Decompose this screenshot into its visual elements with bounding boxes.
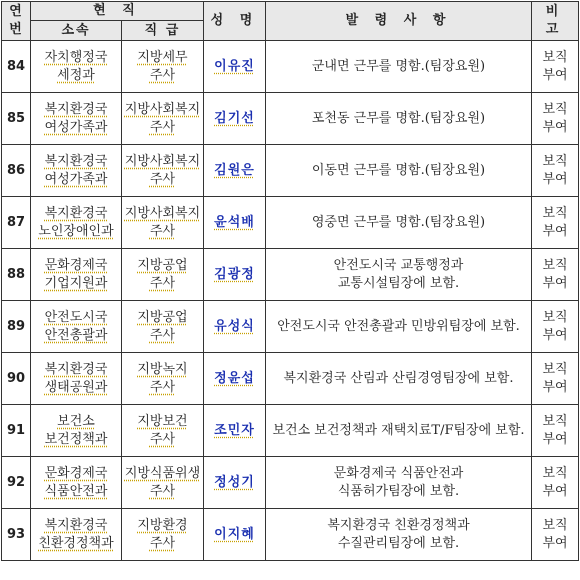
order-line-1: 문화경제국 식품안전과 bbox=[333, 465, 464, 481]
remarks-cell bbox=[532, 249, 579, 301]
affiliation-division: 노인장애인과 bbox=[38, 223, 114, 239]
grade-cell bbox=[122, 509, 204, 561]
order-line-1: 안전도시국 안전총괄과 민방위팀장에 보함. bbox=[277, 318, 520, 334]
remarks-line-2: 부여 bbox=[542, 535, 568, 551]
remarks-line-2: 부여 bbox=[542, 379, 568, 395]
grade-rank: 주사 bbox=[149, 119, 176, 135]
row-number: 87 bbox=[2, 197, 31, 249]
row-number: 92 bbox=[2, 457, 31, 509]
order-cell bbox=[266, 353, 532, 405]
grade-series: 지방공업 bbox=[137, 309, 188, 325]
affiliation-cell bbox=[31, 353, 122, 405]
affiliation-division: 친환경정책과 bbox=[38, 535, 114, 551]
order-line-2: 식품허가팀장에 보함. bbox=[337, 483, 460, 499]
affiliation-division: 생태공원과 bbox=[44, 379, 108, 395]
affiliation-bureau: 복지환경국 bbox=[44, 361, 108, 377]
grade-series: 지방사회복지 bbox=[124, 101, 201, 117]
affiliation-cell bbox=[31, 509, 122, 561]
order-line-1: 안전도시국 교통행정과 bbox=[333, 257, 464, 273]
remarks-line-2: 부여 bbox=[542, 67, 568, 83]
remarks-line-2: 부여 bbox=[542, 431, 568, 447]
affiliation-division: 여성가족과 bbox=[44, 119, 108, 135]
row-number: 85 bbox=[2, 93, 31, 145]
affiliation-cell bbox=[31, 197, 122, 249]
grade-series: 지방사회복지 bbox=[124, 205, 201, 221]
affiliation-division: 보건정책과 bbox=[44, 431, 108, 447]
grade-cell bbox=[122, 249, 204, 301]
table-row bbox=[2, 93, 579, 145]
row-number: 84 bbox=[2, 41, 31, 93]
employee-name: 김광정 bbox=[204, 249, 266, 301]
grade-series: 지방환경 bbox=[137, 517, 188, 533]
affiliation-bureau: 자치행정국 bbox=[44, 49, 108, 65]
grade-cell bbox=[122, 41, 204, 93]
order-line-2: 교통시설팀장에 보함. bbox=[337, 275, 460, 291]
remarks-cell bbox=[532, 145, 579, 197]
remarks-line-2: 부여 bbox=[542, 171, 568, 187]
employee-name: 조민자 bbox=[204, 405, 266, 457]
grade-rank: 주사 bbox=[149, 171, 176, 187]
affiliation-bureau: 문화경제국 bbox=[44, 465, 108, 481]
employee-name: 유성식 bbox=[204, 301, 266, 353]
grade-cell bbox=[122, 145, 204, 197]
remarks-cell bbox=[532, 93, 579, 145]
affiliation-division: 세정과 bbox=[57, 67, 95, 83]
grade-cell bbox=[122, 93, 204, 145]
employee-name: 이지혜 bbox=[204, 509, 266, 561]
affiliation-cell bbox=[31, 405, 122, 457]
affiliation-bureau: 안전도시국 bbox=[44, 309, 108, 325]
grade-rank: 주사 bbox=[149, 327, 176, 343]
remarks-cell bbox=[532, 457, 579, 509]
remarks-line-2: 부여 bbox=[542, 483, 568, 499]
affiliation-cell bbox=[31, 93, 122, 145]
remarks-line-1: 보직 bbox=[542, 257, 568, 273]
row-number: 93 bbox=[2, 509, 31, 561]
remarks-cell bbox=[532, 41, 579, 93]
grade-cell bbox=[122, 301, 204, 353]
affiliation-division: 기업지원과 bbox=[44, 275, 108, 291]
employee-name: 이유진 bbox=[204, 41, 266, 93]
header-grade: 직 급 bbox=[122, 21, 204, 41]
grade-rank: 주사 bbox=[149, 275, 176, 291]
remarks-cell bbox=[532, 405, 579, 457]
table-row bbox=[2, 457, 579, 509]
grade-rank: 주사 bbox=[149, 67, 176, 83]
affiliation-bureau: 복지환경국 bbox=[44, 517, 108, 533]
order-line-1: 복지환경국 산림과 산림경영팀장에 보함. bbox=[283, 370, 514, 386]
affiliation-bureau: 복지환경국 bbox=[44, 205, 108, 221]
remarks-line-1: 보직 bbox=[542, 465, 568, 481]
table-row bbox=[2, 197, 579, 249]
row-number: 91 bbox=[2, 405, 31, 457]
order-cell bbox=[266, 405, 532, 457]
remarks-line-1: 보직 bbox=[542, 101, 568, 117]
order-cell bbox=[266, 457, 532, 509]
grade-series: 지방사회복지 bbox=[124, 153, 201, 169]
grade-series: 지방세무 bbox=[137, 49, 188, 65]
affiliation-bureau: 복지환경국 bbox=[44, 153, 108, 169]
grade-series: 지방식품위생 bbox=[124, 465, 201, 481]
remarks-line-1: 보직 bbox=[542, 49, 568, 65]
order-cell bbox=[266, 93, 532, 145]
header-number-top: 연 bbox=[9, 4, 23, 19]
remarks-line-2: 부여 bbox=[542, 275, 568, 291]
affiliation-division: 안전총괄과 bbox=[44, 327, 108, 343]
employee-name: 김원은 bbox=[204, 145, 266, 197]
remarks-line-1: 보직 bbox=[542, 361, 568, 377]
affiliation-bureau: 문화경제국 bbox=[44, 257, 108, 273]
grade-series: 지방녹지 bbox=[137, 361, 188, 377]
header-order: 발 령 사 항 bbox=[266, 2, 532, 41]
affiliation-division: 여성가족과 bbox=[44, 171, 108, 187]
table-row bbox=[2, 41, 579, 93]
table-row bbox=[2, 353, 579, 405]
header-current-position: 현 직 bbox=[31, 2, 204, 21]
remarks-line-2: 부여 bbox=[542, 327, 568, 343]
order-cell bbox=[266, 145, 532, 197]
employee-name: 정성기 bbox=[204, 457, 266, 509]
row-number: 90 bbox=[2, 353, 31, 405]
header-name: 성 명 bbox=[204, 2, 266, 41]
affiliation-cell bbox=[31, 145, 122, 197]
table-row bbox=[2, 509, 579, 561]
affiliation-division: 식품안전과 bbox=[44, 483, 108, 499]
grade-rank: 주사 bbox=[149, 431, 176, 447]
header-number-bottom: 번 bbox=[9, 22, 23, 37]
remarks-line-1: 보직 bbox=[542, 205, 568, 221]
employee-name: 윤석배 bbox=[204, 197, 266, 249]
row-number: 89 bbox=[2, 301, 31, 353]
table-row bbox=[2, 145, 579, 197]
header-affiliation: 소속 bbox=[31, 21, 122, 41]
table-row bbox=[2, 405, 579, 457]
affiliation-cell bbox=[31, 457, 122, 509]
remarks-line-1: 보직 bbox=[542, 153, 568, 169]
employee-name: 김기선 bbox=[204, 93, 266, 145]
grade-rank: 주사 bbox=[149, 535, 176, 551]
order-line-1: 복지환경국 친환경정책과 bbox=[327, 517, 470, 533]
header-remarks: 비 고 bbox=[532, 2, 579, 41]
order-line-1: 이동면 근무를 명함.(팀장요원) bbox=[311, 162, 486, 178]
grade-cell bbox=[122, 405, 204, 457]
grade-cell bbox=[122, 457, 204, 509]
order-cell bbox=[266, 509, 532, 561]
remarks-cell bbox=[532, 197, 579, 249]
grade-series: 지방공업 bbox=[137, 257, 188, 273]
remarks-cell bbox=[532, 301, 579, 353]
row-number: 86 bbox=[2, 145, 31, 197]
header-number bbox=[2, 2, 31, 41]
order-cell bbox=[266, 301, 532, 353]
table-row bbox=[2, 249, 579, 301]
grade-rank: 주사 bbox=[149, 223, 176, 239]
order-line-1: 보건소 보건정책과 재택치료T/F팀장에 보함. bbox=[272, 422, 525, 438]
grade-rank: 주사 bbox=[149, 379, 176, 395]
grade-rank: 주사 bbox=[149, 483, 176, 499]
row-number: 88 bbox=[2, 249, 31, 301]
grade-series: 지방보건 bbox=[137, 413, 188, 429]
affiliation-bureau: 보건소 bbox=[57, 413, 95, 429]
remarks-cell bbox=[532, 353, 579, 405]
grade-cell bbox=[122, 197, 204, 249]
remarks-line-1: 보직 bbox=[542, 517, 568, 533]
personnel-order-table bbox=[1, 1, 579, 561]
remarks-line-2: 부여 bbox=[542, 223, 568, 239]
affiliation-bureau: 복지환경국 bbox=[44, 101, 108, 117]
order-line-1: 영중면 근무를 명함.(팀장요원) bbox=[311, 214, 486, 230]
order-cell bbox=[266, 197, 532, 249]
table-body bbox=[2, 41, 579, 561]
order-cell bbox=[266, 41, 532, 93]
grade-cell bbox=[122, 353, 204, 405]
order-line-2: 수질관리팀장에 보함. bbox=[337, 535, 460, 551]
remarks-line-1: 보직 bbox=[542, 413, 568, 429]
remarks-cell bbox=[532, 509, 579, 561]
affiliation-cell bbox=[31, 249, 122, 301]
affiliation-cell bbox=[31, 301, 122, 353]
order-line-1: 포천동 근무를 명함.(팀장요원) bbox=[311, 110, 486, 126]
remarks-line-2: 부여 bbox=[542, 119, 568, 135]
employee-name: 정윤섭 bbox=[204, 353, 266, 405]
affiliation-cell bbox=[31, 41, 122, 93]
order-line-1: 군내면 근무를 명함.(팀장요원) bbox=[311, 58, 486, 74]
order-cell bbox=[266, 249, 532, 301]
remarks-line-1: 보직 bbox=[542, 309, 568, 325]
table-row bbox=[2, 301, 579, 353]
